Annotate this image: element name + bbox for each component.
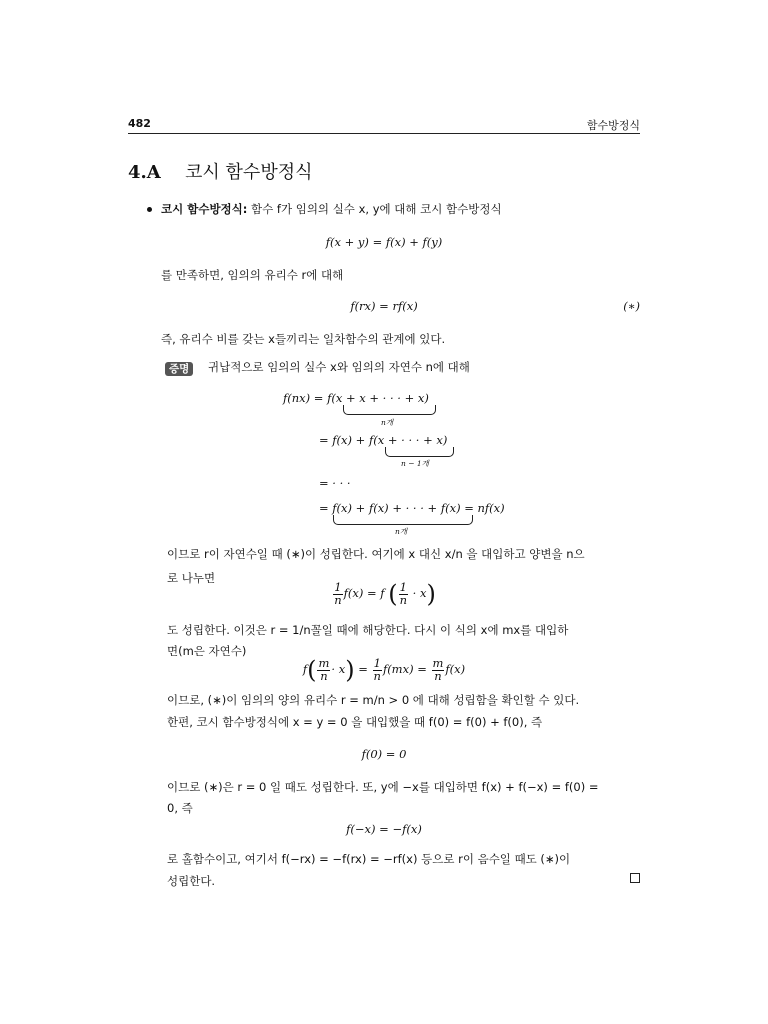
paragraph-6-line-1: 로 홀함수이고, 여기서 f(−rx) = −f(rx) = −rf(x) 등으로 r이 음수일 때도 (∗)이 (167, 852, 571, 866)
paragraph-2-line-1: 도 성립한다. 이것은 r = 1/n꼴일 때에 해당한다. 다시 이 식의 x에 mx를 대입하 (167, 623, 569, 637)
section-title: 코시 함수방정식 (185, 162, 313, 183)
bullet-description: 함수 f가 임의의 실수 x, y에 대해 코시 함수방정식 (251, 202, 502, 216)
page-number: 482 (128, 117, 151, 130)
underbrace-label-1: n개 (381, 418, 394, 427)
underbrace-label-2: n − 1개 (401, 459, 429, 468)
underbrace-4 (333, 515, 473, 525)
paragraph-3: 이므로, (∗)이 임의의 양의 유리수 r = m/n > 0 에 대해 성립함을 확인할 수 있다. (167, 693, 580, 707)
proof-row-1: f(nx) = f(x + x + · · · + x) (283, 391, 429, 405)
header-rule (128, 133, 640, 134)
qed-box-icon (630, 873, 640, 883)
bullet-text (161, 201, 502, 217)
section-number: 4.A (128, 162, 161, 183)
paragraph-5-line-2: 0, 즉 (167, 801, 193, 815)
equation-reciprocal: $\frac{1}{n}$ f(x) = f ( $\frac{1}{n}$ · x) (334, 580, 436, 608)
text-line-2: 를 만족하면, 임의의 유리수 r에 대해 (161, 268, 344, 282)
proof-row-3: = · · · (319, 476, 351, 490)
paragraph-5-line-1: 이므로 (∗)은 r = 0 일 때도 성립한다. 또, y에 −x를 대입하면 f(x) + f(−x) = f(0) = (167, 780, 599, 794)
proof-row-2: = f(x) + f(x + · · · + x) (319, 433, 448, 447)
proof-intro: 귀납적으로 임의의 실수 x와 임의의 자연수 n에 대해 (208, 360, 470, 374)
underbrace-1 (343, 405, 436, 415)
equation-star-tag: (∗) (623, 299, 640, 313)
proof-badge: 증명 (165, 357, 193, 376)
equation-cauchy: f(x + y) = f(x) + f(y) (325, 235, 443, 249)
paragraph-6-line-2: 성립한다. (167, 874, 216, 888)
bullet-dot (147, 207, 152, 212)
paragraph-1-line-2: 로 나누면 (167, 571, 216, 585)
running-title: 함수방정식 (586, 119, 640, 132)
paragraph-2-line-2: 면(m은 자연수) (167, 644, 247, 658)
underbrace-2 (385, 447, 454, 457)
bullet-term: 코시 함수방정식: (161, 202, 248, 216)
section-heading (128, 158, 312, 184)
equation-odd: f(−x) = −f(x) (346, 822, 422, 836)
proof-row-4: = f(x) + f(x) + · · · + f(x) = nf(x) (319, 501, 505, 515)
text-line-3: 즉, 유리수 비를 갖는 x들끼리는 일차함수의 관계에 있다. (161, 332, 446, 346)
paragraph-1-line-1: 이므로 r이 자연수일 때 (∗)이 성립한다. 여기에 x 대신 x/n 을 대입하고 양변을 n으 (167, 547, 585, 561)
underbrace-label-4: n개 (395, 527, 408, 536)
equation-star: f(rx) = rf(x) (350, 299, 418, 313)
equation-zero: f(0) = 0 (361, 747, 407, 761)
equation-rational: f( $\frac{m}{n}$ · x) = $\frac{1}{n}$ f(mx) = $\frac{m}{n}$ f(x) (302, 656, 466, 684)
paragraph-4: 한편, 코시 함수방정식에 x = y = 0 을 대입했을 때 f(0) = f(0) + f(0), 즉 (167, 715, 543, 729)
